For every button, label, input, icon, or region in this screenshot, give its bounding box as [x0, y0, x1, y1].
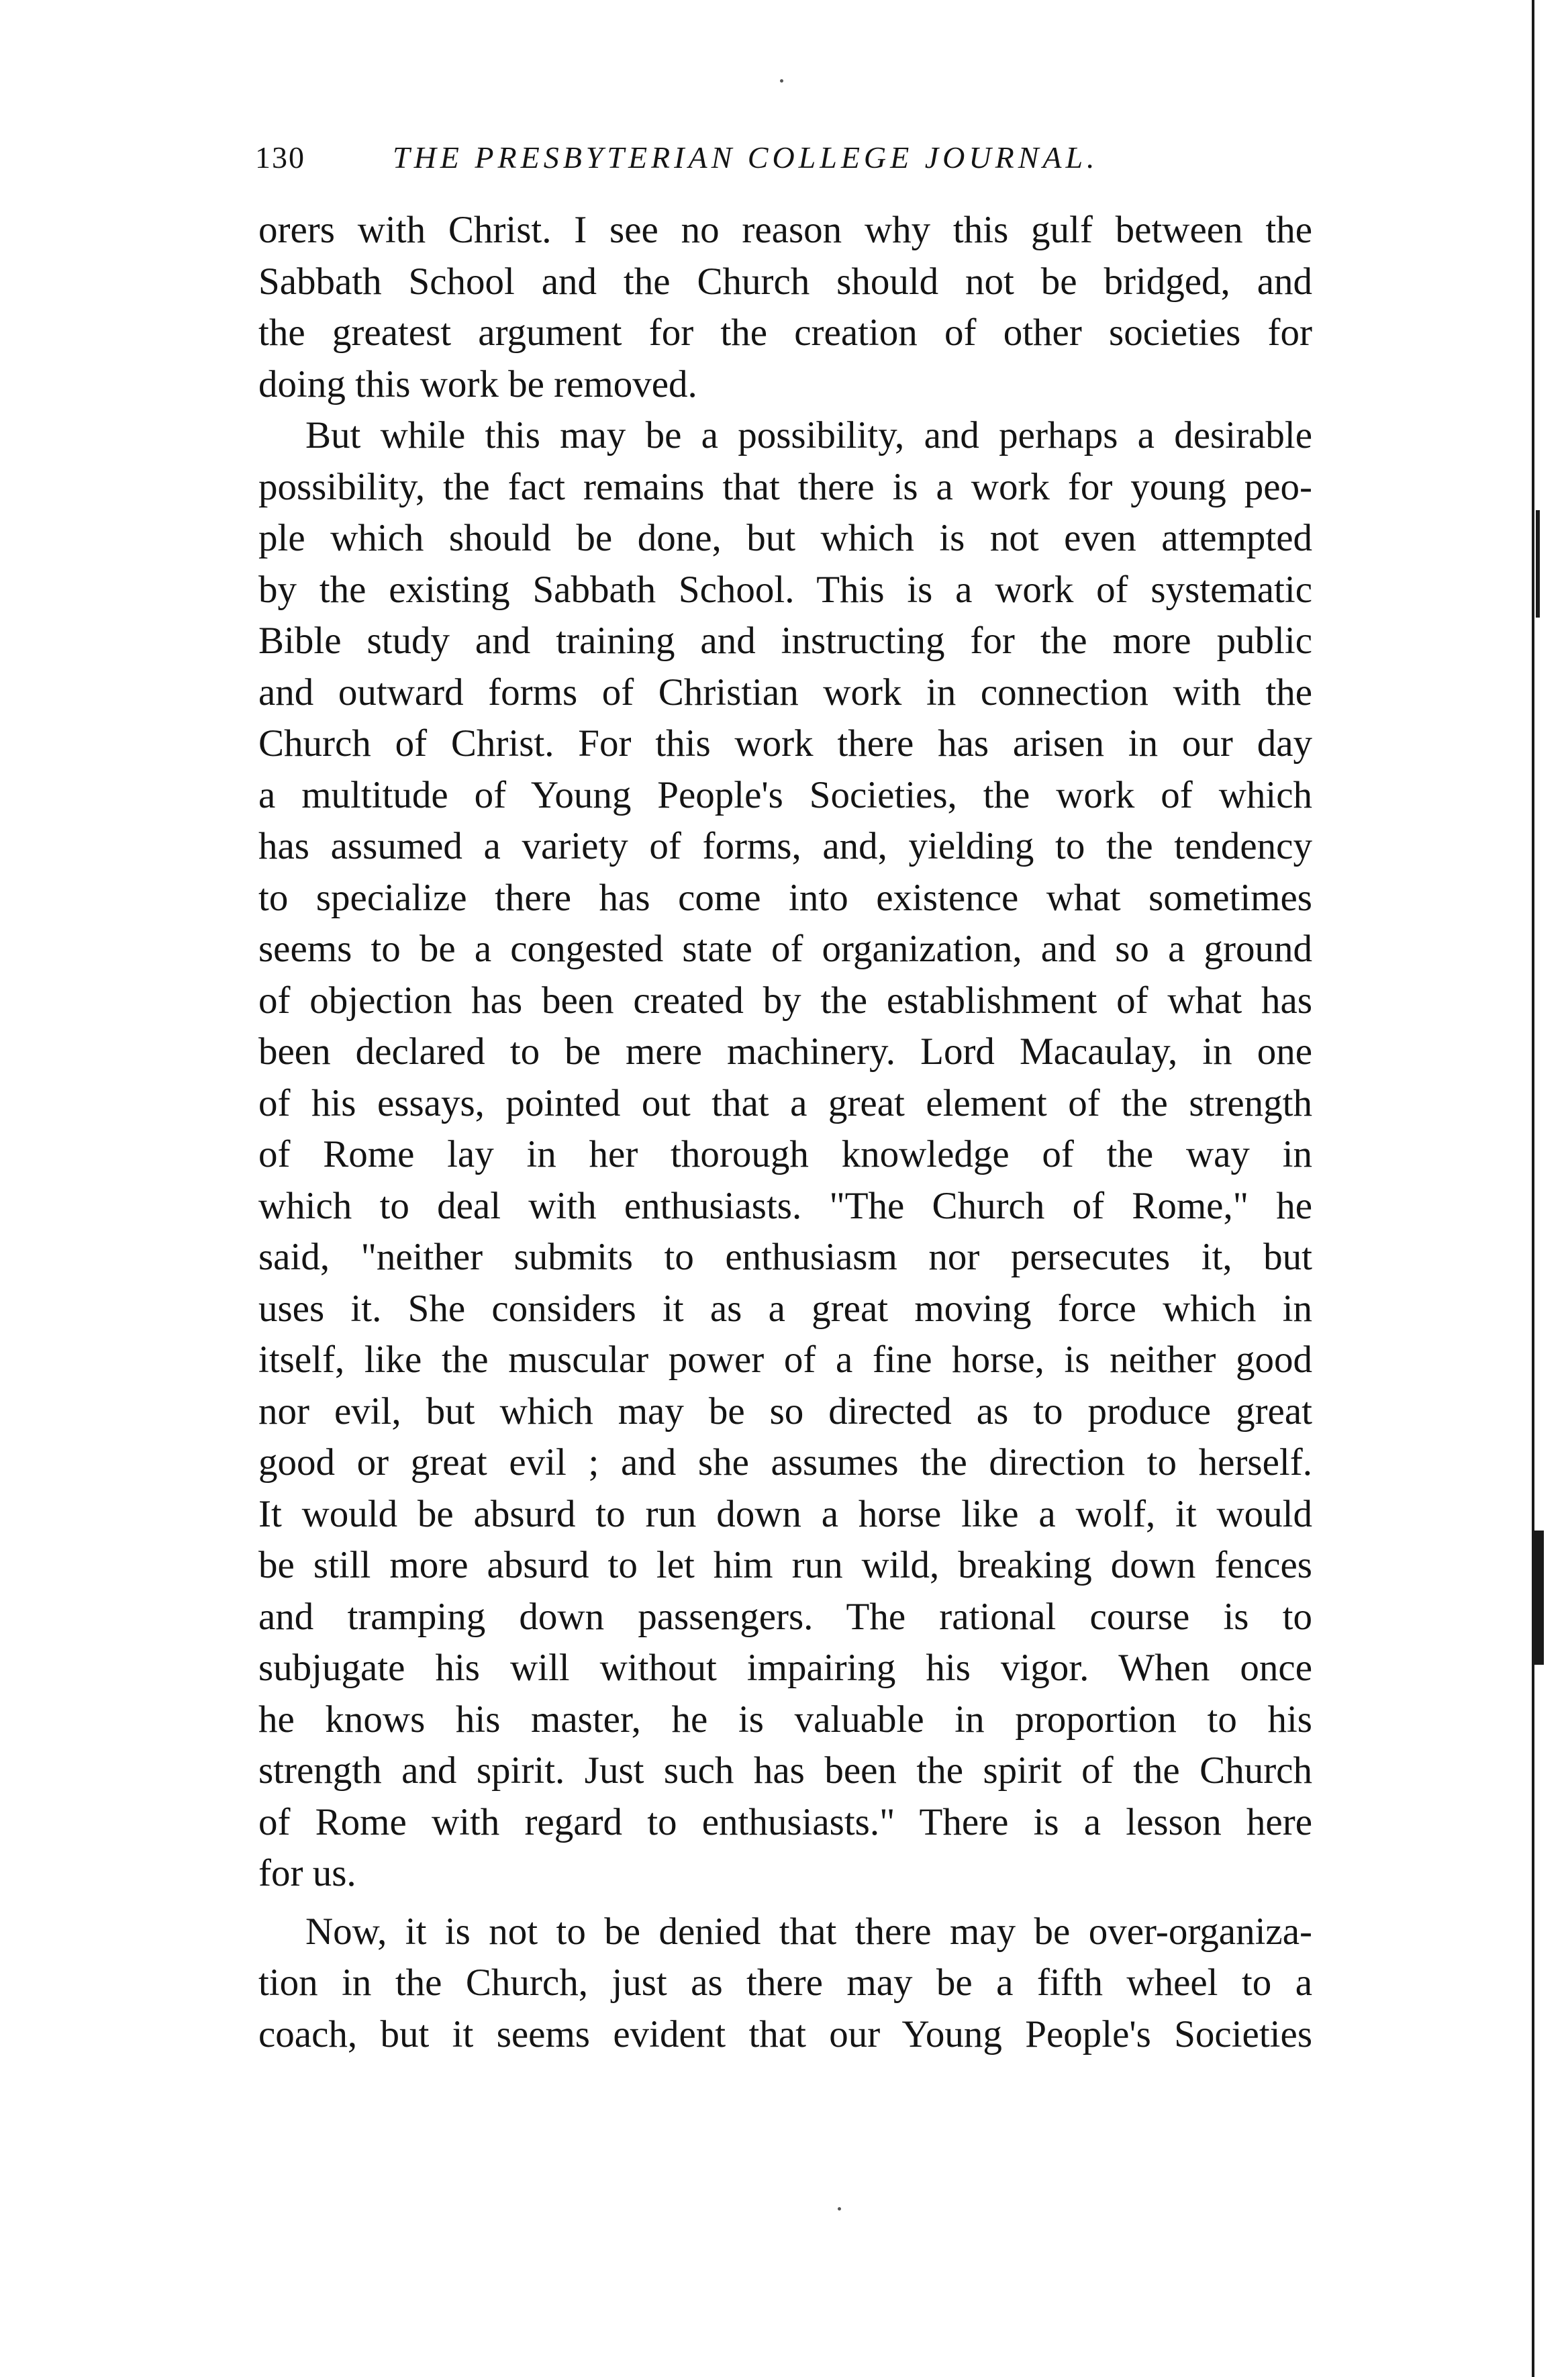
- body-text: [258, 205, 1312, 2060]
- text-line: possibility, the fact remains that there is a work for young peo-: [258, 465, 1312, 508]
- text-line: be still more absurd to let him run wild, breaking down fences: [258, 1544, 1312, 1586]
- text-line: of Rome with regard to enthusiasts." There is a lesson here: [258, 1800, 1312, 1843]
- text-line: strength and spirit. Just such has been the spirit of the Church: [258, 1749, 1312, 1792]
- text-line: of his essays, pointed out that a great element of the strength: [258, 1081, 1312, 1124]
- text-line: which to deal with enthusiasts. "The Church of Rome," he: [258, 1184, 1312, 1227]
- text-line: doing this work be removed.: [258, 362, 697, 405]
- text-line: and outward forms of Christian work in connection with the: [258, 671, 1312, 714]
- text-line: has assumed a variety of forms, and, yielding to the tendency: [258, 825, 1312, 867]
- page-number: 130: [255, 140, 305, 175]
- scan-speck: [838, 2207, 841, 2211]
- text-line: of Rome lay in her thorough knowledge of the way in: [258, 1133, 1312, 1175]
- text-line: seems to be a congested state of organization, and so a ground: [258, 928, 1312, 970]
- scan-edge-mark: [1532, 0, 1534, 2377]
- paragraph-gap: [258, 1900, 1312, 1906]
- scan-edge-mark: [1534, 1531, 1544, 1665]
- text-line: been declared to be mere machinery. Lord Macaulay, in one: [258, 1030, 1312, 1073]
- text-line: Sabbath School and the Church should not be bridged, and: [258, 260, 1312, 303]
- text-line: It would be absurd to run down a horse like a wolf, it would: [258, 1492, 1312, 1535]
- text-line: said, "neither submits to enthusiasm nor persecutes it, but: [258, 1236, 1312, 1278]
- text-line: Bible study and training and instructing for the more public: [258, 620, 1312, 662]
- text-line: the greatest argument for the creation of other societies for: [258, 311, 1312, 354]
- text-line: Now, it is not to be denied that there may be over-organiza-: [305, 1910, 1312, 1953]
- text-line: But while this may be a possibility, and perhaps a desirable: [305, 414, 1312, 456]
- text-line: good or great evil ; and she assumes the direction to herself.: [258, 1441, 1312, 1484]
- text-line: to specialize there has come into existence what sometimes: [258, 876, 1312, 919]
- text-line: and tramping down passengers. The rational course is to: [258, 1595, 1312, 1638]
- text-line: uses it. She considers it as a great moving force which in: [258, 1287, 1312, 1330]
- scan-speck: [780, 79, 783, 83]
- text-line: a multitude of Young People's Societies, the work of which: [258, 773, 1312, 816]
- text-line: subjugate his will without impairing his vigor. When once: [258, 1647, 1312, 1689]
- text-line: he knows his master, he is valuable in proportion to his: [258, 1698, 1312, 1741]
- text-line: of objection has been created by the establishment of what has: [258, 979, 1312, 1022]
- journal-title: THE PRESBYTERIAN COLLEGE JOURNAL.: [393, 140, 1099, 175]
- running-head: [255, 134, 1329, 181]
- text-line: tion in the Church, just as there may be a fifth wheel to a: [258, 1961, 1312, 2004]
- text-line: nor evil, but which may be so directed as to produce great: [258, 1390, 1312, 1433]
- text-line: Church of Christ. For this work there has arisen in our day: [258, 722, 1312, 765]
- text-line: coach, but it seems evident that our Young People's Societies: [258, 2012, 1312, 2055]
- text-line: orers with Christ. I see no reason why this gulf between the: [258, 209, 1312, 251]
- text-line: ple which should be done, but which is not even attempted: [258, 517, 1312, 559]
- text-line: for us.: [258, 1852, 356, 1894]
- scan-edge-mark: [1536, 510, 1540, 618]
- text-line: itself, like the muscular power of a fine horse, is neither good: [258, 1339, 1312, 1381]
- text-line: by the existing Sabbath School. This is a work of systematic: [258, 568, 1312, 611]
